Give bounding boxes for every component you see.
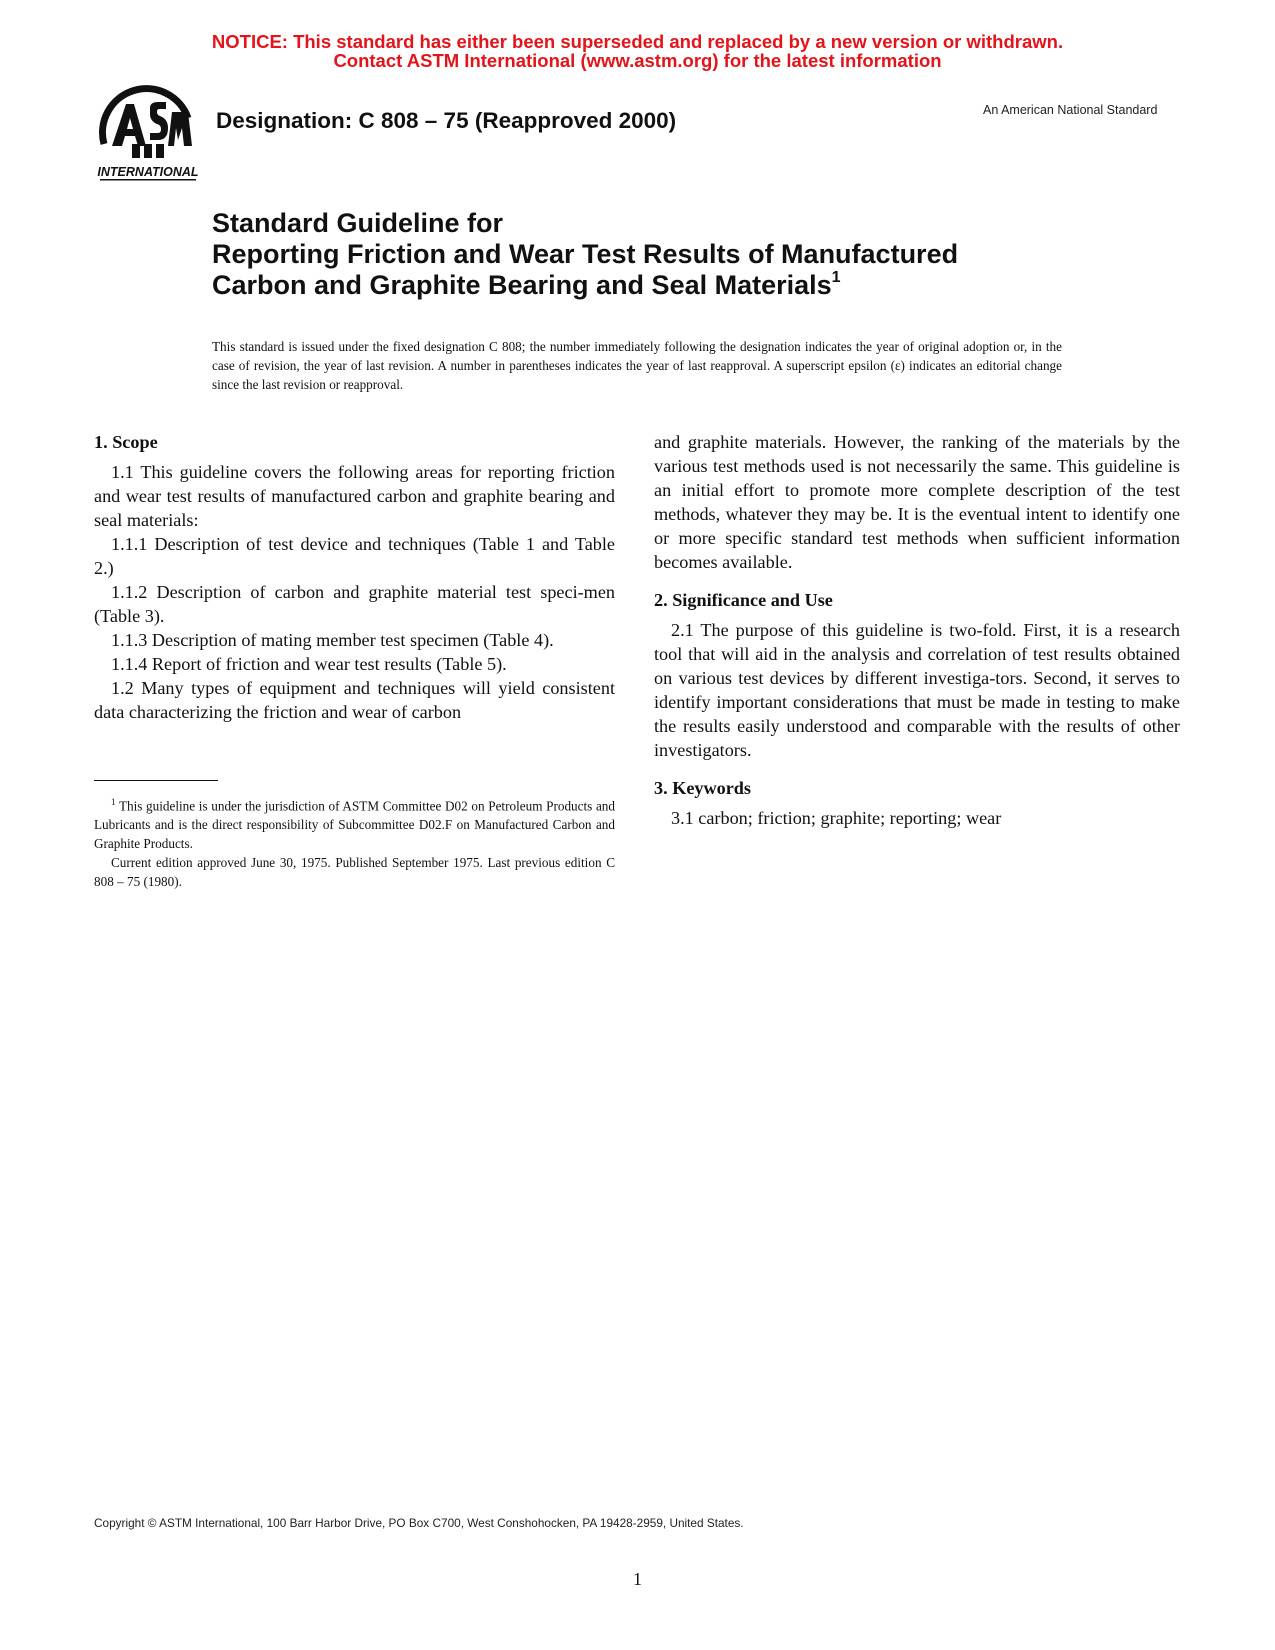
- footnote-1: [94, 793, 615, 853]
- paragraph-1-1-1: 1.1.1 Description of test device and techniques (Table 1 and Table 2.): [94, 534, 615, 578]
- paragraph-2-1: 2.1 The purpose of this guideline is two-fold. First, it is a research tool that will aid in the analysis and correlation of test results obtained on various test devices by different investiga-tors. Second, it serves to identify important considerations that must be made in testing to make the results easily understood and comparable with the results of other investigators.: [654, 620, 1180, 760]
- title-line-3-text: Carbon and Graphite Bearing and Seal Materials: [212, 270, 832, 300]
- notice-line-1: NOTICE: This standard has either been superseded and replaced by a new version or withdrawn.: [211, 31, 1064, 52]
- national-standard-label: An American National Standard: [983, 103, 1158, 117]
- section-heading-scope: 1. Scope: [94, 432, 158, 452]
- page-title: [212, 208, 958, 301]
- footnote-text-2: Current edition approved June 30, 1975. Published September 1975. Last previous edition C 808 – 75 (1980).: [94, 855, 615, 890]
- section-heading-significance: 2. Significance and Use: [654, 590, 833, 610]
- astm-international-logo: [92, 84, 204, 184]
- paragraph-1-1-2: 1.1.2 Description of carbon and graphite material test speci-men (Table 3).: [94, 582, 615, 626]
- right-column: [654, 430, 1180, 830]
- left-column: [94, 430, 615, 724]
- footnote-divider: [94, 780, 218, 781]
- footnote-marker: 1: [111, 797, 116, 807]
- title-line-2: Reporting Friction and Wear Test Results of Manufactured: [212, 239, 959, 269]
- copyright-notice: Copyright © ASTM International, 100 Barr Harbor Drive, PO Box C700, West Conshohocken, PA 19428-2959, United States.: [94, 1516, 744, 1530]
- astm-logo-icon: [92, 84, 204, 184]
- paragraph-1-2-start: 1.2 Many types of equipment and techniques will yield consistent data characterizing the friction and wear of carbon: [94, 678, 615, 722]
- section-heading-keywords: 3. Keywords: [654, 778, 751, 798]
- paragraph-1-2-continued: and graphite materials. However, the ranking of the materials by the various test methods used is not necessarily the same. This guideline is an initial effort to promote more complete description of the test methods, whatever they may be. It is the eventual intent to identify one or more specific standard test methods when sufficient information becomes available.: [654, 432, 1180, 572]
- footnote-text-1: This guideline is under the jurisdiction of ASTM Committee D02 on Petroleum Products and Lubricants and is the direct responsibility of Subcommittee D02.F on Manufactured Carbon and Graphite Products.: [94, 798, 615, 852]
- paragraph-3-1: 3.1 carbon; friction; graphite; reporting; wear: [671, 808, 1002, 828]
- withdrawn-notice: [0, 32, 1275, 70]
- title-footnote-marker: 1: [831, 269, 841, 286]
- logo-text: INTERNATIONAL: [97, 165, 199, 179]
- footnote: [94, 793, 615, 891]
- page-number: 1: [633, 1569, 642, 1589]
- paragraph-1-1-3: 1.1.3 Description of mating member test specimen (Table 4).: [111, 630, 554, 650]
- paragraph-1-1: 1.1 This guideline covers the following areas for reporting friction and wear test results of manufactured carbon and graphite bearing and seal materials:: [94, 462, 615, 530]
- standard-issuance-note: This standard is issued under the fixed designation C 808; the number immediately following the designation indicates the year of original adoption or, in the case of revision, the year of last revision. A number in parentheses indicates the year of last reapproval. A superscript epsilon (ε) indicates an editorial change since the last revision or reapproval.: [212, 339, 1062, 392]
- notice-line-2: Contact ASTM International (www.astm.org) for the latest information: [333, 50, 942, 71]
- title-line-3: [212, 270, 958, 301]
- paragraph-1-1-4: 1.1.4 Report of friction and wear test results (Table 5).: [111, 654, 507, 674]
- title-line-1: Standard Guideline for: [212, 208, 504, 238]
- designation: Designation: C 808 – 75 (Reapproved 2000): [216, 108, 677, 133]
